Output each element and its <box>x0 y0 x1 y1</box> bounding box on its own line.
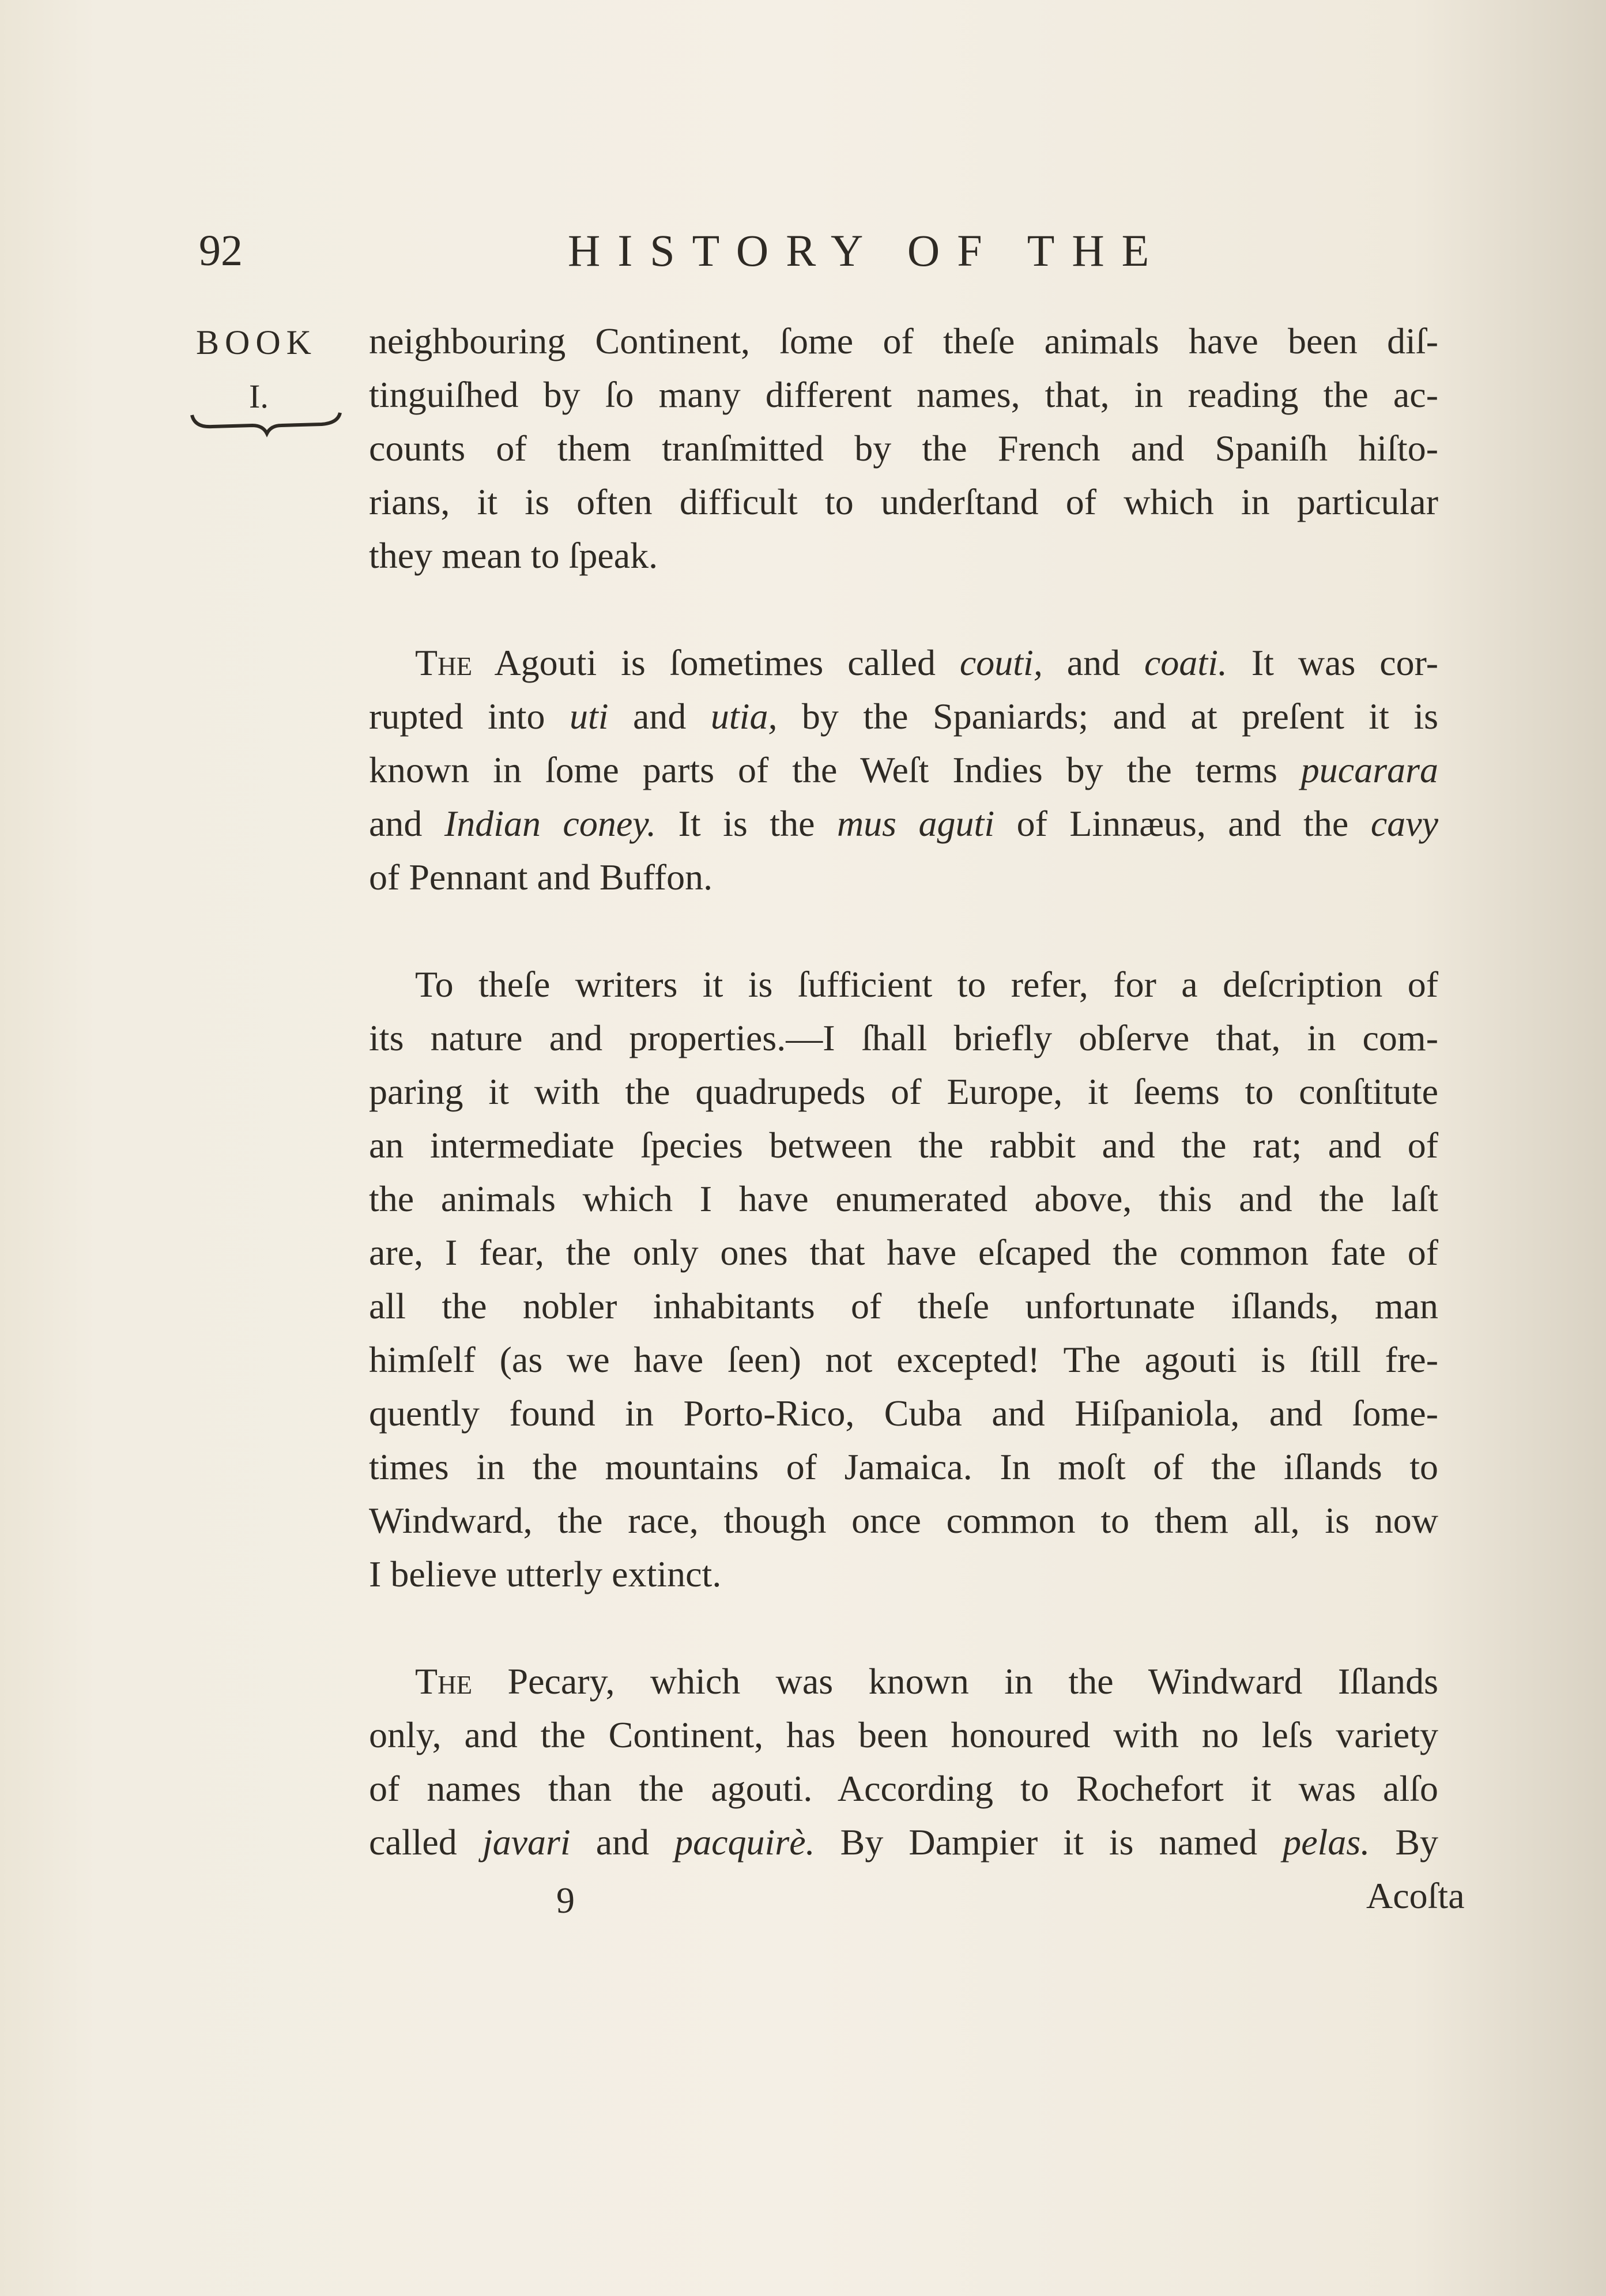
margin-book-number: I. <box>249 378 269 415</box>
text-line: neighbouring Continent, ſome of theſe animals have been diſ- <box>369 321 1438 361</box>
text-line: an intermediate ſpecies between the rabbit and the rat; and of <box>369 1125 1438 1166</box>
text-line: Windward, the race, though once common to them all, is now <box>369 1500 1438 1541</box>
text-line: and Indian coney. It is the mus aguti of Linnæus, and the cavy <box>369 803 1439 844</box>
text-line: To theſe writers it is ſufficient to refer, for a deſcription of <box>415 964 1438 1005</box>
running-title: HISTORY OF THE <box>568 225 1167 276</box>
text-line: quently found in Porto-Rico, Cuba and Hiſpaniola, and ſome- <box>369 1393 1438 1434</box>
text-line: its nature and properties.—I ſhall briefly obſerve that, in com- <box>369 1017 1438 1058</box>
text-line: known in ſome parts of the Weſt Indies by the terms pucarara <box>369 749 1438 790</box>
body-text <box>369 314 1438 1869</box>
text-line: of names than the agouti. According to Rochefort it was alſo <box>369 1768 1438 1809</box>
text-line: The Agouti is ſometimes called couti, and coati. It was cor- <box>415 642 1439 683</box>
page-number: 92 <box>199 227 243 275</box>
text-line: times in the mountains of Jamaica. In moſt of the iſlands to <box>369 1446 1438 1487</box>
paragraph-2 <box>369 636 1438 904</box>
text-line: all the nobler inhabitants of theſe unfortunate iſlands, man <box>369 1285 1438 1326</box>
text-line: the animals which I have enumerated above, this and the laſt <box>369 1178 1438 1219</box>
paragraph-1 <box>369 314 1438 582</box>
text-line: rians, it is often difficult to underſtand of which in particular <box>369 481 1438 522</box>
paragraph-3 <box>369 957 1438 1601</box>
text-line: counts of them tranſmitted by the French and Spaniſh hiſto- <box>369 428 1438 469</box>
text-line: rupted into uti and utia, by the Spaniards; and at preſent it is <box>369 696 1439 737</box>
margin-brace-ornament <box>189 410 345 445</box>
text-line: are, I fear, the only ones that have eſcaped the common fate of <box>369 1232 1438 1273</box>
text-line: himſelf (as we have ſeen) not excepted! The agouti is ſtill fre- <box>369 1339 1438 1380</box>
text-line: tinguiſhed by ſo many different names, that, in reading the ac- <box>369 374 1438 415</box>
text-line: I believe utterly extinct. <box>369 1554 722 1594</box>
catchword: Acoſta <box>1366 1875 1465 1916</box>
margin-book-label: BOOK <box>196 323 318 361</box>
paragraph-4 <box>369 1654 1438 1869</box>
signature-mark: 9 <box>556 1880 575 1921</box>
text-line: they mean to ſpeak. <box>369 535 658 576</box>
text-line: of Pennant and Buffon. <box>369 857 713 898</box>
text-line: The Pecary, which was known in the Windward Iſlands <box>415 1661 1438 1702</box>
text-line: only, and the Continent, has been honoured with no leſs variety <box>369 1714 1438 1755</box>
text-line: paring it with the quadrupeds of Europe, it ſeems to conſtitute <box>369 1071 1438 1112</box>
text-line: called javari and pacquirè. By Dampier it is named pelas. By <box>369 1822 1439 1863</box>
